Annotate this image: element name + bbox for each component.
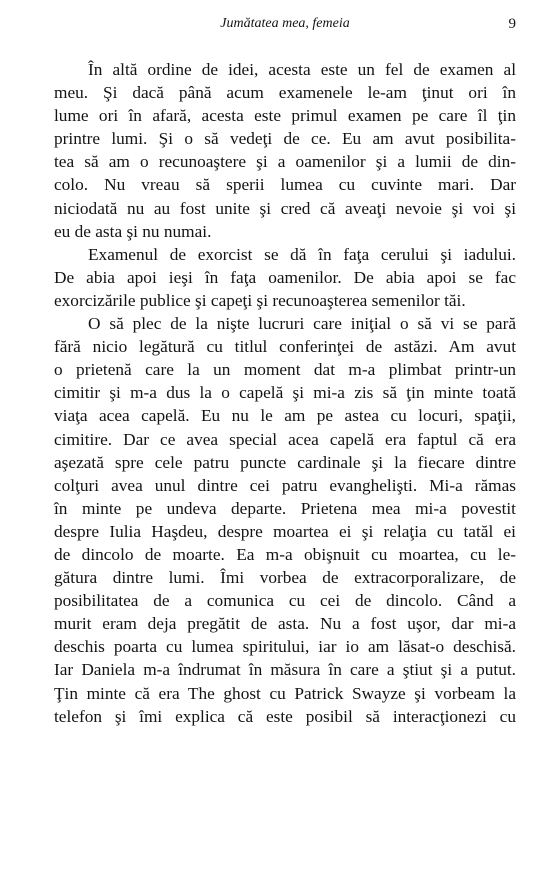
text-line: Iar Daniela m-a îndrumat în măsura în care a ştiut şi a putut. <box>54 660 516 680</box>
text-line: niciodată nu au fost unite şi cred că aveaţi nevoie şi voi şi <box>54 198 516 218</box>
text-line: tea să am o recunoaştere şi a oamenilor şi a lumii de din- <box>54 152 516 172</box>
text-line: telefon şi îmi explica că este posibil să interacţionezi cu <box>54 706 516 726</box>
text-line: De abia apoi ieşi în faţa oamenilor. De abia apoi se fac <box>54 267 516 287</box>
text-line: lume ori în afară, acesta este primul examen pe care îl ţin <box>54 106 516 126</box>
body-text <box>54 58 516 728</box>
text-line: colo. Nu vreau să sperii lumea cu cuvinte mari. Dar <box>54 175 516 195</box>
text-line: exorcizările publice şi capeţi şi recunoaşterea semenilor tăi. <box>54 290 466 310</box>
text-line: gătura dintre lumi. Îmi vorbea de extracorporalizare, de <box>54 568 516 588</box>
text-line: colţuri avea unul dintre cei patru evanghelişti. Mi-a rămas <box>54 475 516 495</box>
text-line: Examenul de exorcist se dă în faţa cerului şi iadului. <box>88 244 516 264</box>
running-title: Jumătatea mea, femeia <box>220 16 350 31</box>
text-line: posibilitatea de a comunica cu cei de dincolo. Când a <box>54 591 516 611</box>
page-number: 9 <box>508 16 516 32</box>
text-line: eu de asta şi nu numai. <box>54 221 212 241</box>
text-line: cimitir şi m-a dus la o capelă şi mi-a zis să ţin minte toată <box>54 383 516 403</box>
text-line: despre Iulia Haşdeu, despre moartea ei şi relaţia cu tatăl ei <box>54 521 516 541</box>
text-line: fără nicio legătură cu titlul conferinţei de astăzi. Am avut <box>54 337 516 357</box>
text-line: o prietenă care la un moment dat m-a plimbat printr-un <box>54 360 516 380</box>
text-line: de dincolo de moarte. Ea m-a obişnuit cu moartea, cu le- <box>54 544 516 564</box>
text-line: meu. Şi dacă până acum examenele le-am ţinut ori în <box>54 83 516 103</box>
text-line: în minte pe undeva departe. Prietena mea mi-a povestit <box>54 498 516 518</box>
text-line: printre lumi. Şi o să vedeţi de ce. Eu am avut posibilita- <box>54 129 516 149</box>
text-line: O să plec de la nişte lucruri care iniţial o să vi se pară <box>88 314 516 334</box>
text-line: În altă ordine de idei, acesta este un fel de examen al <box>88 60 516 79</box>
text-line: murit eram deja pregătit de asta. Nu a fost uşor, dar mi-a <box>54 614 516 634</box>
text-line: cimitire. Dar ce avea special acea capelă era faptul că era <box>54 429 516 449</box>
text-line: Ţin minte că era The ghost cu Patrick Swayze şi vorbeam la <box>54 683 516 703</box>
running-header <box>54 12 516 36</box>
text-line: deschis poarta cu lumea spiritului, iar io am lăsat-o deschisă. <box>54 637 516 657</box>
text-line: viaţa acea capelă. Eu nu le am pe astea cu locuri, spaţii, <box>54 406 516 426</box>
text-line: aşezată spre cele patru puncte cardinale şi la fiecare dintre <box>54 452 516 472</box>
